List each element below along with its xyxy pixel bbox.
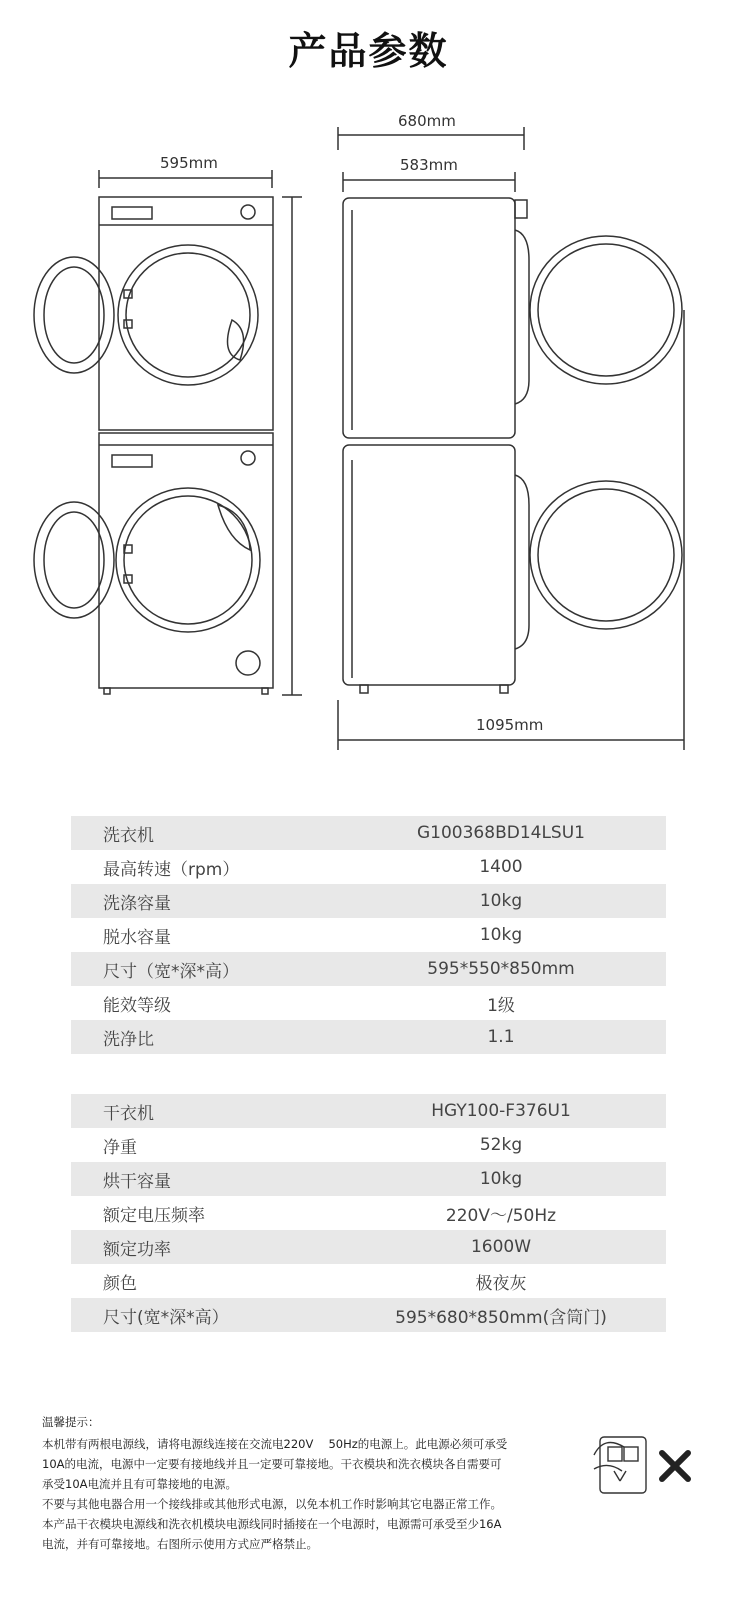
spec-value: 595*680*850mm(含筒门) [395, 1307, 607, 1328]
spec-row [71, 1196, 666, 1230]
spec-key: 洗衣机 [103, 825, 154, 846]
open-door-depth-label: 1095mm [476, 716, 544, 734]
spec-key: 烘干容量 [103, 1171, 171, 1192]
page-title: 产品参数 [288, 29, 449, 73]
warning-notes [42, 1412, 582, 1554]
spec-row [71, 1128, 666, 1162]
spec-row [71, 884, 666, 918]
notes-line: 电流，并有可靠接地。右图所示使用方式应严格禁止。 [42, 1537, 318, 1551]
spec-value: 1级 [487, 995, 515, 1016]
spec-row [71, 1230, 666, 1264]
side-depth-body-label: 583mm [400, 156, 458, 174]
washer-spec-table [71, 816, 666, 1054]
spec-value: 1600W [470, 1237, 532, 1257]
spec-value: 1.1 [487, 1027, 515, 1047]
spec-value: 220V～/50Hz [445, 1205, 557, 1226]
spec-row [71, 850, 666, 884]
spec-value: 10kg [479, 891, 523, 911]
spec-row [71, 986, 666, 1020]
notes-line: 本产品干衣模块电源线和洗衣机模块电源线同时插接在一个电源时，电源需可承受至少16A [42, 1517, 502, 1531]
spec-row [71, 918, 666, 952]
product-dimension-drawing [0, 100, 737, 760]
spec-key: 干衣机 [103, 1103, 154, 1124]
spec-key: 最高转速（rpm） [103, 859, 240, 880]
notes-line: 本机带有两根电源线，请将电源线连接在交流电220V 50Hz的电源上。此电源必须可承受 [42, 1437, 508, 1451]
spec-row [71, 1298, 666, 1332]
spec-value: 595*550*850mm [427, 959, 575, 979]
spec-row [71, 1162, 666, 1196]
spec-value: 52kg [479, 1135, 523, 1155]
notes-line: 不要与其他电器合用一个接线排或其他形式电源，以免本机工作时影响其它电器正常工作。 [42, 1497, 502, 1511]
spec-key: 额定功率 [103, 1239, 171, 1260]
notes-line: 10A的电流，电源中一定要有接地线并且一定要可靠接地。干衣模块和洗衣模块各自需要可 [42, 1457, 502, 1471]
spec-value: 10kg [479, 1169, 523, 1189]
spec-row [71, 952, 666, 986]
notes-heading: 温馨提示： [42, 1415, 100, 1429]
spec-key: 尺寸（宽*深*高） [103, 961, 239, 982]
spec-value: 10kg [479, 925, 523, 945]
spec-value: G100368BD14LSU1 [417, 823, 585, 843]
spec-value: HGY100-F376U1 [431, 1101, 571, 1121]
dryer-spec-table [71, 1094, 666, 1332]
spec-key: 颜色 [103, 1273, 137, 1294]
notes-line: 承受10A电流并且有可靠接地的电源。 [42, 1477, 237, 1491]
spec-row [71, 1264, 666, 1298]
front-width-label: 595mm [160, 154, 218, 172]
spec-key: 额定电压频率 [103, 1205, 205, 1226]
spec-key: 净重 [103, 1137, 137, 1158]
spec-key: 洗净比 [103, 1029, 154, 1050]
spec-value: 极夜灰 [475, 1273, 527, 1294]
spec-key: 能效等级 [103, 995, 171, 1016]
spec-key: 脱水容量 [103, 927, 171, 948]
spec-value: 1400 [479, 857, 523, 877]
spec-key: 洗涤容量 [103, 893, 171, 914]
side-depth-total-label: 680mm [398, 112, 456, 130]
spec-key: 尺寸(宽*深*高） [103, 1307, 229, 1328]
spec-row [71, 1020, 666, 1054]
prohibited-shared-socket-icon [592, 1425, 702, 1505]
spec-row [71, 816, 666, 850]
spec-row [71, 1094, 666, 1128]
